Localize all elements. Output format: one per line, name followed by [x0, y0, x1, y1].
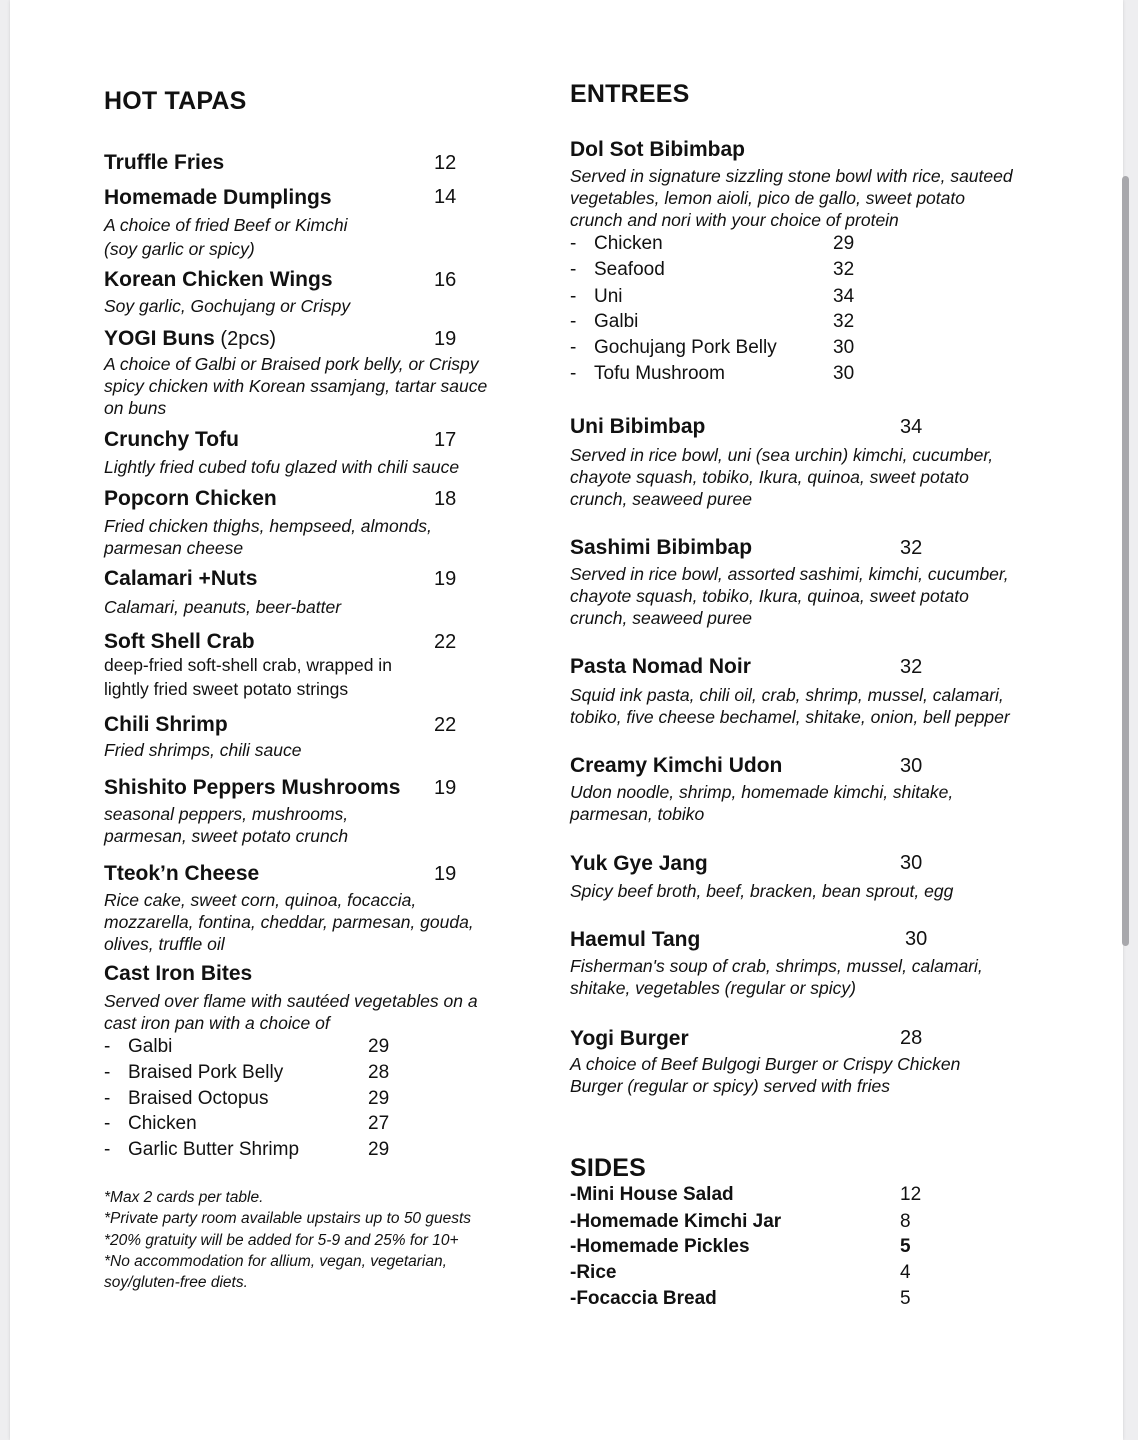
option-dash: - [570, 259, 577, 280]
menu-item-name: Uni Bibimbap [570, 415, 706, 438]
option-price: 29 [368, 1088, 390, 1109]
option-dash: - [570, 337, 577, 358]
option-dash: - [570, 286, 577, 307]
menu-item-name: Calamari +Nuts [104, 567, 258, 590]
menu-item-desc: shitake, vegetables (regular or spicy) [570, 978, 856, 998]
side-item-name: -Rice [570, 1262, 617, 1283]
menu-item-name: Tteok’n Cheese [104, 862, 260, 885]
menu-item-name-main: YOGI Buns [104, 327, 215, 350]
menu-item-name: Soft Shell Crab [104, 630, 255, 653]
menu-item-name [104, 327, 276, 351]
option-name: Gochujang Pork Belly [594, 337, 777, 358]
menu-item-desc: Squid ink pasta, chili oil, crab, shrimp, mussel, calamari, [570, 685, 1004, 705]
option-dash: - [104, 1062, 111, 1083]
menu-item-desc: crunch, seaweed puree [570, 608, 752, 628]
option-dash: - [570, 233, 577, 254]
menu-item-desc: Lightly fried cubed tofu glazed with chili sauce [104, 457, 460, 477]
menu-item-name: Shishito Peppers Mushrooms [104, 776, 401, 799]
menu-item-desc: Spicy beef broth, beef, bracken, bean sprout, egg [570, 881, 954, 901]
menu-item-name: Korean Chicken Wings [104, 268, 333, 291]
menu-item-desc: crunch and nori with your choice of protein [570, 210, 899, 230]
option-price: 29 [833, 233, 855, 254]
option-dash: - [104, 1139, 111, 1160]
footnote: *Max 2 cards per table. [104, 1189, 264, 1206]
option-row [570, 259, 665, 281]
menu-item-desc: on buns [104, 398, 167, 418]
footnote: soy/gluten-free diets. [104, 1274, 248, 1291]
menu-item-price: 19 [434, 863, 457, 885]
menu-item-name: Sashimi Bibimbap [570, 536, 753, 559]
menu-item-price: 16 [434, 269, 457, 291]
menu-item-desc: A choice of fried Beef or Kimchi [104, 215, 348, 235]
option-row [570, 363, 725, 385]
sides-heading: SIDES [570, 1154, 647, 1182]
menu-item-price: 30 [900, 755, 923, 777]
option-row [570, 233, 663, 255]
option-name: Chicken [128, 1113, 197, 1134]
hot-tapas-heading: HOT TAPAS [104, 87, 247, 115]
footnote: *Private party room available upstairs up to 50 guests [104, 1210, 472, 1227]
option-price: 29 [368, 1036, 390, 1057]
menu-item-price: 32 [900, 656, 923, 678]
menu-item-name: Cast Iron Bites [104, 962, 253, 985]
menu-item-price: 34 [900, 416, 923, 438]
menu-item-price: 18 [434, 488, 457, 510]
option-row [104, 1062, 283, 1084]
menu-item-price: 19 [434, 328, 457, 350]
side-item-name: -Mini House Salad [570, 1184, 734, 1205]
option-dash: - [104, 1088, 111, 1109]
menu-item-desc: olives, truffle oil [104, 934, 225, 954]
option-dash: - [570, 363, 577, 384]
side-item-name: -Homemade Kimchi Jar [570, 1211, 782, 1232]
option-price: 34 [833, 286, 855, 307]
option-name: Tofu Mushroom [594, 363, 725, 384]
menu-item-price: 19 [434, 568, 457, 590]
footnote: *20% gratuity will be added for 5-9 and 25% for 10+ [104, 1232, 459, 1249]
menu-item-desc: Fried chicken thighs, hempseed, almonds, [104, 516, 432, 536]
option-dash: - [104, 1036, 111, 1057]
option-name: Garlic Butter Shrimp [128, 1139, 300, 1160]
menu-item-desc: parmesan cheese [104, 538, 244, 558]
menu-item-name: Homemade Dumplings [104, 186, 332, 209]
entrees-heading: ENTREES [570, 80, 690, 108]
menu-item-name: Haemul Tang [570, 928, 701, 951]
option-price: 29 [368, 1139, 390, 1160]
menu-item-price: 17 [434, 429, 457, 451]
menu-item-desc: spicy chicken with Korean ssamjang, tartar sauce [104, 376, 488, 396]
side-item-name: -Focaccia Bread [570, 1288, 717, 1309]
option-price: 27 [368, 1113, 390, 1134]
menu-item-desc: deep-fried soft-shell crab, wrapped in [104, 655, 392, 675]
menu-item-desc: lightly fried sweet potato strings [104, 679, 349, 699]
menu-item-desc: cast iron pan with a choice of [104, 1013, 330, 1033]
option-row [104, 1088, 268, 1110]
menu-item-price: 22 [434, 714, 457, 736]
menu-item-name: Chili Shrimp [104, 713, 228, 736]
menu-page [10, 0, 1123, 1440]
side-item-price: 5 [900, 1236, 911, 1257]
menu-item-price: 19 [434, 777, 457, 799]
menu-item-desc: Udon noodle, shrimp, homemade kimchi, shitake, [570, 782, 954, 802]
option-name: Uni [594, 286, 623, 307]
menu-item-name: Yuk Gye Jang [570, 852, 708, 875]
menu-item-price: 30 [905, 928, 928, 950]
option-row [104, 1036, 172, 1058]
option-price: 30 [833, 337, 855, 358]
option-name: Chicken [594, 233, 663, 254]
menu-item-price: 22 [434, 631, 457, 653]
menu-item-desc: (soy garlic or spicy) [104, 239, 255, 259]
menu-item-desc: Served in rice bowl, uni (sea urchin) kimchi, cucumber, [570, 445, 994, 465]
option-row [570, 337, 777, 359]
footnote: *No accommodation for allium, vegan, vegetarian, [104, 1253, 447, 1270]
side-item-name: -Homemade Pickles [570, 1236, 750, 1257]
menu-item-name: Popcorn Chicken [104, 487, 277, 510]
menu-item-name: Pasta Nomad Noir [570, 655, 751, 678]
menu-item-desc: Served in rice bowl, assorted sashimi, kimchi, cucumber, [570, 564, 1009, 584]
menu-item-price: 32 [900, 537, 923, 559]
menu-item-name-suffix: (2pcs) [214, 328, 276, 350]
option-name: Braised Pork Belly [128, 1062, 284, 1083]
option-name: Galbi [594, 311, 639, 332]
option-row [104, 1113, 197, 1135]
menu-item-price: 28 [900, 1027, 923, 1049]
menu-item-desc: parmesan, sweet potato crunch [104, 826, 349, 846]
menu-item-name: Crunchy Tofu [104, 428, 239, 451]
option-price: 32 [833, 311, 855, 332]
option-dash: - [104, 1113, 111, 1134]
menu-item-name: Yogi Burger [570, 1027, 689, 1050]
menu-item-desc: Served in signature sizzling stone bowl with rice, sauteed [570, 166, 1013, 186]
menu-item-desc: Rice cake, sweet corn, quinoa, focaccia, [104, 890, 417, 910]
menu-item-desc: A choice of Beef Bulgogi Burger or Crispy Chicken [570, 1054, 961, 1074]
option-price: 32 [833, 259, 855, 280]
option-row [570, 286, 623, 308]
vertical-scrollbar[interactable] [1122, 176, 1129, 946]
option-row [104, 1139, 299, 1161]
side-item-price: 5 [900, 1288, 911, 1309]
menu-item-desc: Soy garlic, Gochujang or Crispy [104, 296, 351, 316]
menu-item-price: 14 [434, 186, 457, 208]
side-item-price: 12 [900, 1184, 922, 1205]
menu-item-desc: Calamari, peanuts, beer-batter [104, 597, 342, 617]
menu-item-desc: chayote squash, tobiko, Ikura, quinoa, sweet potato [570, 586, 969, 606]
menu-item-desc: vegetables, lemon aioli, pico de gallo, sweet potato [570, 188, 965, 208]
option-row [570, 311, 638, 333]
option-name: Galbi [128, 1036, 173, 1057]
menu-item-price: 30 [900, 852, 923, 874]
menu-item-desc: Fried shrimps, chili sauce [104, 740, 302, 760]
side-item-price: 8 [900, 1211, 911, 1232]
menu-item-desc: Served over flame with sautéed vegetables on a [104, 991, 478, 1011]
menu-item-desc: Fisherman's soup of crab, shrimps, mussel, calamari, [570, 956, 983, 976]
menu-item-desc: parmesan, tobiko [570, 804, 705, 824]
menu-item-name: Creamy Kimchi Udon [570, 754, 783, 777]
option-price: 28 [368, 1062, 390, 1083]
menu-item-name: Dol Sot Bibimbap [570, 138, 745, 161]
menu-item-desc: crunch, seaweed puree [570, 489, 752, 509]
menu-item-desc: mozzarella, fontina, cheddar, parmesan, gouda, [104, 912, 474, 932]
option-dash: - [570, 311, 577, 332]
menu-item-desc: Burger (regular or spicy) served with fries [570, 1076, 890, 1096]
option-name: Seafood [594, 259, 665, 280]
menu-item-desc: A choice of Galbi or Braised pork belly, or Crispy [104, 354, 479, 374]
menu-item-desc: tobiko, five cheese bechamel, shitake, onion, bell pepper [570, 707, 1010, 727]
menu-item-desc: chayote squash, tobiko, Ikura, quinoa, sweet potato [570, 467, 969, 487]
menu-item-name: Truffle Fries [104, 151, 225, 174]
option-name: Braised Octopus [128, 1088, 269, 1109]
option-price: 30 [833, 363, 855, 384]
menu-item-desc: seasonal peppers, mushrooms, [104, 804, 349, 824]
side-item-price: 4 [900, 1262, 911, 1283]
menu-item-price: 12 [434, 152, 457, 174]
